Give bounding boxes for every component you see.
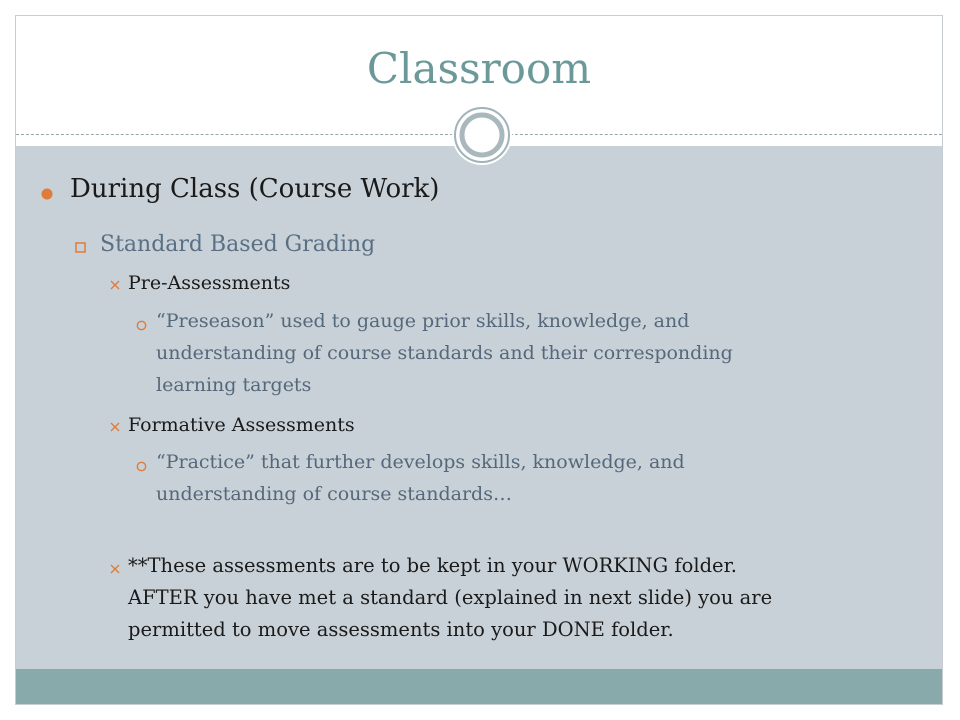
x-arrow-icon <box>110 280 120 290</box>
slide-frame <box>15 15 943 705</box>
detail-line: understanding of course standards and their corresponding <box>156 342 733 364</box>
note-line: AFTER you have met a standard (explained in next slide) you are <box>128 586 773 609</box>
detail-line: learning targets <box>156 374 312 396</box>
level3-text: Pre-Assessments <box>128 272 291 294</box>
x-arrow-icon <box>110 564 120 574</box>
content-area <box>16 146 942 671</box>
level1-text: During Class (Course Work) <box>70 174 440 204</box>
footer-bar <box>16 669 942 704</box>
detail-line: “Practice” that further develops skills, knowledge, and <box>156 451 685 473</box>
filled-circle-icon <box>41 188 53 200</box>
level3-text: Formative Assessments <box>128 414 355 436</box>
hollow-circle-icon <box>136 320 147 331</box>
note-line: permitted to move assessments into your DONE folder. <box>128 618 674 641</box>
slide-title: Classroom <box>366 44 592 93</box>
x-arrow-icon <box>110 422 120 432</box>
note-line: **These assessments are to be kept in your WORKING folder. <box>128 554 737 577</box>
level2-text: Standard Based Grading <box>100 232 376 257</box>
hollow-circle-icon <box>136 461 147 472</box>
hollow-square-icon <box>75 242 86 253</box>
double-ring-icon <box>452 105 512 165</box>
detail-line: understanding of course standards… <box>156 483 512 505</box>
detail-line: “Preseason” used to gauge prior skills, knowledge, and <box>156 310 690 332</box>
